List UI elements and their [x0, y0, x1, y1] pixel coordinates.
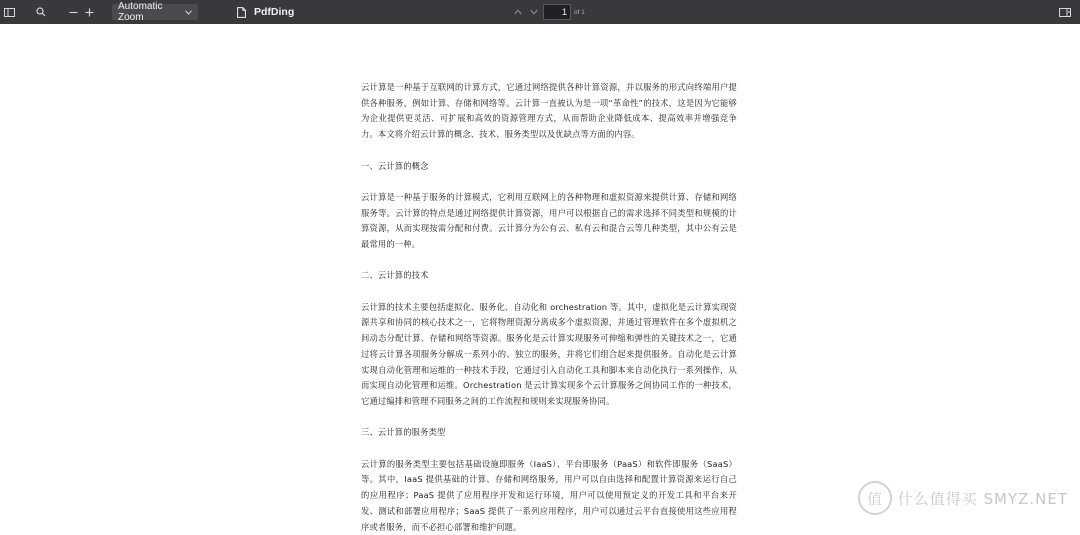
watermark: [858, 478, 1068, 518]
zoom-select[interactable]: [112, 1, 198, 23]
pdf-toolbar: [0, 0, 1080, 24]
service-types-paragraph: 云计算的服务类型主要包括基础设施即服务（IaaS）、平台即服务（PaaS）和软件即服务（SaaS）等。其中，IaaS 提供基础的计算、存储和网络服务，用户可以自由选择和配置计算资源来运行自己的应用程序；PaaS 提供了应用程序开发和运行环境，用户可以使用预定义的开发工具和平台来开发、测试和部署应用程序；SaaS 提供了一系列应用程序，用户可以通过云平台直接使用这些应用程序或者服务，而不必担心部署和维护问题。: [361, 458, 737, 532]
concept-paragraph: 云计算是一种基于服务的计算模式，它利用互联网上的各种物理和虚拟资源来提供计算、存储和网络服务等。云计算的特点是通过网络提供计算资源，用户可以根据自己的需求选择不同类型和规模的计算资源，从而实现按需分配和付费。云计算分为公有云、私有云和混合云等几种类型，其中公有云是最常用的一种。: [361, 191, 737, 249]
section-heading-technology: 二、云计算的技术: [361, 270, 429, 281]
more-tools-icon[interactable]: [1056, 0, 1074, 24]
zoom-in-icon[interactable]: [80, 0, 98, 24]
sidebar-toggle-icon[interactable]: [0, 0, 18, 24]
section-heading-concept: 一、云计算的概念: [361, 160, 429, 171]
page-count: of 1: [574, 8, 585, 16]
watermark-text: 什么值得买 SMYZ.NET: [897, 489, 1068, 508]
watermark-badge: 值: [858, 481, 892, 515]
chevron-down-icon: [185, 7, 192, 18]
section-heading-service-types: 三、云计算的服务类型: [361, 427, 446, 438]
next-page-icon[interactable]: [525, 0, 543, 24]
technology-paragraph: 云计算的技术主要包括虚拟化、服务化、自动化和 orchestration 等。其中，虚拟化是云计算实现资源共享和协同的核心技术之一，它将物理资源分离成多个虚拟资源，并通过管理软件在多个虚拟机之间动态分配计算、存储和网络等资源。服务化是云计算实现服务可伸缩和弹性的关键技术之一，它通过将云计算各项服务分解成一系列小的、独立的服务，并将它们组合起来提供服务。自动化是云计算实现自动化管理和运维的一种技术手段，它通过引入自动化工具和脚本来自动化执行一系列操作，从而实现自动化管理和运维。Orchestration 是云计算实现多个云计算服务之间协同工作的一种技术，它通过编排和管理不同服务之间的工作流程和规则来实现服务协同。: [361, 301, 737, 406]
document-title: PdfDing: [254, 6, 295, 18]
intro-paragraph: 云计算是一种基于互联网的计算方式，它通过网络提供各种计算资源，并以服务的形式向终端用户提供各种服务，例如计算、存储和网络等。云计算一直被认为是一项“革命性”的技术，这是因为它能够为企业提供更灵活、可扩展和高效的资源管理方式，从而帮助企业降低成本、提高效率并增强竞争力。本文将介绍云计算的概念、技术、服务类型以及优缺点等方面的内容。: [361, 82, 737, 140]
zoom-select-label: Automatic Zoom: [118, 1, 163, 23]
document-icon: [232, 0, 250, 24]
page-number-input[interactable]: [543, 4, 571, 20]
pdf-page-content: [361, 80, 737, 535]
search-icon[interactable]: [32, 0, 50, 24]
